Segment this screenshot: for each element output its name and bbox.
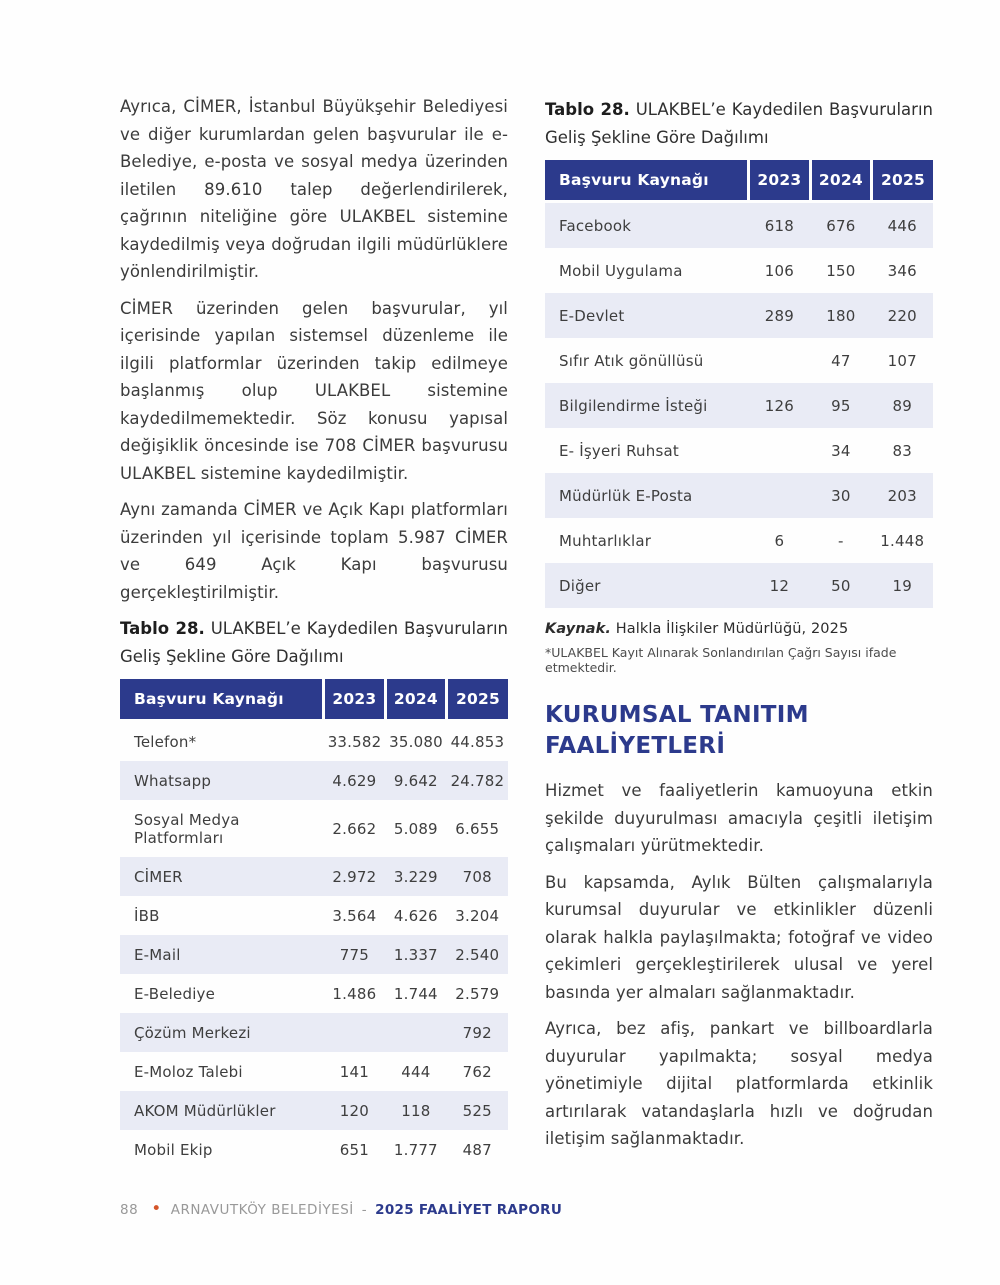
footer-separator: - [361, 1201, 368, 1218]
value-cell [749, 338, 810, 383]
column-header: 2024 [810, 160, 871, 202]
value-cell: 126 [749, 383, 810, 428]
value-cell: 180 [810, 293, 871, 338]
table-row [120, 896, 508, 935]
value-cell: 34 [831, 441, 851, 460]
footer-report-title: 2025 FAALİYET RAPORU [375, 1201, 563, 1218]
value-cell: 1.337 [385, 935, 446, 974]
value-cell: 676 [810, 202, 871, 249]
row-label: Mobil Ekip [134, 1140, 213, 1159]
value-cell: 30 [810, 473, 871, 518]
value-cell: 4.629 [324, 761, 385, 800]
row-label: E-Belediye [134, 984, 216, 1003]
value-cell: 6.655 [455, 819, 500, 838]
row-label: Whatsapp [120, 761, 324, 800]
table-caption-text: ULAKBEL’e Kaydedilen Başvuruların Geliş Şekline Göre Dağılımı [120, 619, 508, 666]
row-label: E- İşyeri Ruhsat [559, 441, 679, 460]
column-header: 2024 [385, 679, 446, 721]
value-cell: 95 [810, 383, 871, 428]
column-header: Başvuru Kaynağı [545, 160, 749, 202]
table-caption [120, 615, 508, 670]
tablo-28-table-right [545, 160, 933, 608]
left-column [120, 93, 508, 1169]
column-header: Başvuru Kaynağı [120, 679, 324, 721]
value-cell [385, 1013, 446, 1052]
value-cell: 1.744 [393, 984, 438, 1003]
table-row [545, 202, 933, 249]
value-cell: 118 [385, 1091, 446, 1130]
bullet-icon: • [151, 1199, 162, 1219]
value-cell: 24.782 [447, 761, 508, 800]
row-label: Çözüm Merkezi [120, 1013, 324, 1052]
row-label: E-Devlet [545, 293, 749, 338]
value-cell: 346 [887, 261, 917, 280]
column-header: 2023 [324, 679, 385, 721]
table-caption-text: ULAKBEL’e Kaydedilen Başvuruların Geliş Şekline Göre Dağılımı [545, 100, 933, 147]
value-cell: 1.777 [393, 1140, 438, 1159]
value-cell: 33.582 [324, 721, 385, 762]
value-cell: 3.229 [385, 857, 446, 896]
header-row [120, 679, 508, 721]
value-cell: 83 [892, 441, 913, 460]
value-cell: 2.972 [324, 857, 385, 896]
value-cell: 289 [749, 293, 810, 338]
value-cell: 6 [774, 531, 785, 550]
value-cell: 106 [764, 261, 795, 280]
row-label: Bilgilendirme İsteği [545, 383, 749, 428]
table-row [545, 563, 933, 608]
section-heading: KURUMSAL TANITIM FAALİYETLERİ [545, 702, 809, 759]
row-label: E-Moloz Talebi [134, 1062, 243, 1081]
value-cell: 107 [887, 351, 917, 370]
value-cell: 708 [447, 857, 508, 896]
paragraph: Aynı zamanda CİMER ve Açık Kapı platformları üzerinden yıl içerisinde toplam 5.987 CİMER ve 649 Açık Kapı başvurusu gerçekleştirilmiştir. [120, 500, 508, 602]
value-cell: 762 [462, 1062, 492, 1081]
value-cell: 1.486 [332, 984, 377, 1003]
table-row [120, 974, 508, 1013]
value-cell [324, 1013, 385, 1052]
row-label: Sosyal Medya Platformları [134, 810, 240, 847]
value-cell: 9.642 [385, 761, 446, 800]
header-row [545, 160, 933, 202]
source-text: Halkla İlişkiler Müdürlüğü, 2025 [611, 621, 849, 637]
paragraph: CİMER üzerinden gelen başvurular, yıl içerisinde yapılan sistemsel düzenleme ile ilgili platformlar üzerinden takip edilmeye başlanmış olup ULAKBEL sistemine kaydedilmemektedir. Söz konusu yapısal değişiklik öncesinde ise 708 CİMER başvurusu ULAKBEL sistemine kaydedilmiştir. [120, 298, 508, 483]
column-header: 2023 [749, 160, 810, 202]
table-row [545, 428, 933, 473]
table-row [545, 248, 933, 293]
source-note [545, 621, 933, 637]
value-cell: 35.080 [385, 721, 446, 762]
table-row [120, 1091, 508, 1130]
table-caption-number: Tablo 28. [120, 619, 205, 638]
value-cell: 2.540 [447, 935, 508, 974]
right-column [545, 93, 933, 1169]
table-caption [545, 96, 933, 151]
page-number: 88 [120, 1201, 139, 1218]
value-cell: 50 [810, 563, 871, 608]
table-row [545, 473, 933, 518]
value-cell: 2.662 [332, 819, 377, 838]
row-label: Telefon* [120, 721, 324, 762]
table-row [120, 935, 508, 974]
row-label: Diğer [545, 563, 749, 608]
value-cell: 525 [447, 1091, 508, 1130]
paragraph: Hizmet ve faaliyetlerin kamuoyuna etkin şekilde duyurulması amacıyla çeşitli iletişim çalışmaları yürütmektedir. [545, 781, 933, 855]
row-label: Facebook [545, 202, 749, 249]
value-cell: 446 [872, 202, 933, 249]
table-row [120, 1013, 508, 1052]
value-cell: 120 [324, 1091, 385, 1130]
table-footnote: *ULAKBEL Kayıt Alınarak Sonlandırılan Çağrı Sayısı ifade etmektedir. [545, 645, 897, 675]
value-cell: 487 [462, 1140, 492, 1159]
value-cell: 618 [749, 202, 810, 249]
table-row [545, 293, 933, 338]
value-cell: 792 [447, 1013, 508, 1052]
value-cell: 444 [401, 1062, 431, 1081]
value-cell: - [838, 531, 844, 550]
value-cell: 651 [339, 1140, 370, 1159]
column-header: 2025 [447, 679, 508, 721]
table-row [120, 800, 508, 857]
table-row [545, 518, 933, 563]
row-label: Sıfır Atık gönüllüsü [559, 351, 704, 370]
row-label: Mobil Uygulama [559, 261, 683, 280]
row-label: Müdürlük E-Posta [545, 473, 749, 518]
table-row [545, 383, 933, 428]
table-row [120, 857, 508, 896]
row-label: İBB [134, 906, 160, 925]
table-row [120, 721, 508, 762]
row-label: E-Mail [120, 935, 324, 974]
source-label: Kaynak. [545, 621, 611, 637]
tablo-28-table-left [120, 679, 508, 1169]
row-label: Muhtarlıklar [559, 531, 652, 550]
value-cell: 44.853 [447, 721, 508, 762]
table-row [120, 1130, 508, 1169]
value-cell: 2.579 [455, 984, 500, 1003]
value-cell: 203 [872, 473, 933, 518]
paragraph: Bu kapsamda, Aylık Bülten çalışmalarıyla kurumsal duyurular ve etkinlikler düzenli olarak halkla paylaşılmakta; fotoğraf ve video çekimleri gerçekleştirilerek ulusal ve yerel basında yer almaları sağlanmaktadır. [545, 872, 933, 1002]
value-cell: 19 [872, 563, 933, 608]
table-row [120, 1052, 508, 1091]
value-cell: 775 [324, 935, 385, 974]
row-label: AKOM Müdürlükler [120, 1091, 324, 1130]
table-row [120, 761, 508, 800]
value-cell [749, 428, 810, 473]
value-cell: 4.626 [393, 906, 438, 925]
value-cell: 141 [339, 1062, 370, 1081]
value-cell: 3.564 [332, 906, 377, 925]
value-cell: 47 [831, 351, 851, 370]
row-label: CİMER [120, 857, 324, 896]
value-cell: 1.448 [880, 531, 925, 550]
paragraph: Ayrıca, CİMER, İstanbul Büyükşehir Belediyesi ve diğer kurumlardan gelen başvurular ile e-Belediye, e-posta ve sosyal medya üzerinden iletilen 89.610 talep değerlendirilerek, çağrının niteliğine göre ULAKBEL sistemine kaydedilmiş veya doğrudan ilgili müdürlüklere yönlendirilmiştir. [120, 97, 508, 281]
footer-org-name: ARNAVUTKÖY BELEDİYESİ [170, 1201, 354, 1218]
value-cell: 3.204 [455, 906, 500, 925]
value-cell: 5.089 [393, 819, 438, 838]
value-cell: 12 [749, 563, 810, 608]
value-cell: 150 [826, 261, 856, 280]
page-footer [120, 1201, 562, 1218]
value-cell [749, 473, 810, 518]
table-caption-number: Tablo 28. [545, 100, 630, 119]
table-row [545, 338, 933, 383]
paragraph: Ayrıca, bez afiş, pankart ve billboardlarla duyurular yapılmakta; sosyal medya yönetimiyle dijital platformlarda etkinlik artırılarak vatandaşlarla hızlı ve doğrudan iletişim sağlanmaktadır. [545, 1019, 933, 1148]
column-header: 2025 [872, 160, 933, 202]
value-cell: 89 [872, 383, 933, 428]
value-cell: 220 [872, 293, 933, 338]
